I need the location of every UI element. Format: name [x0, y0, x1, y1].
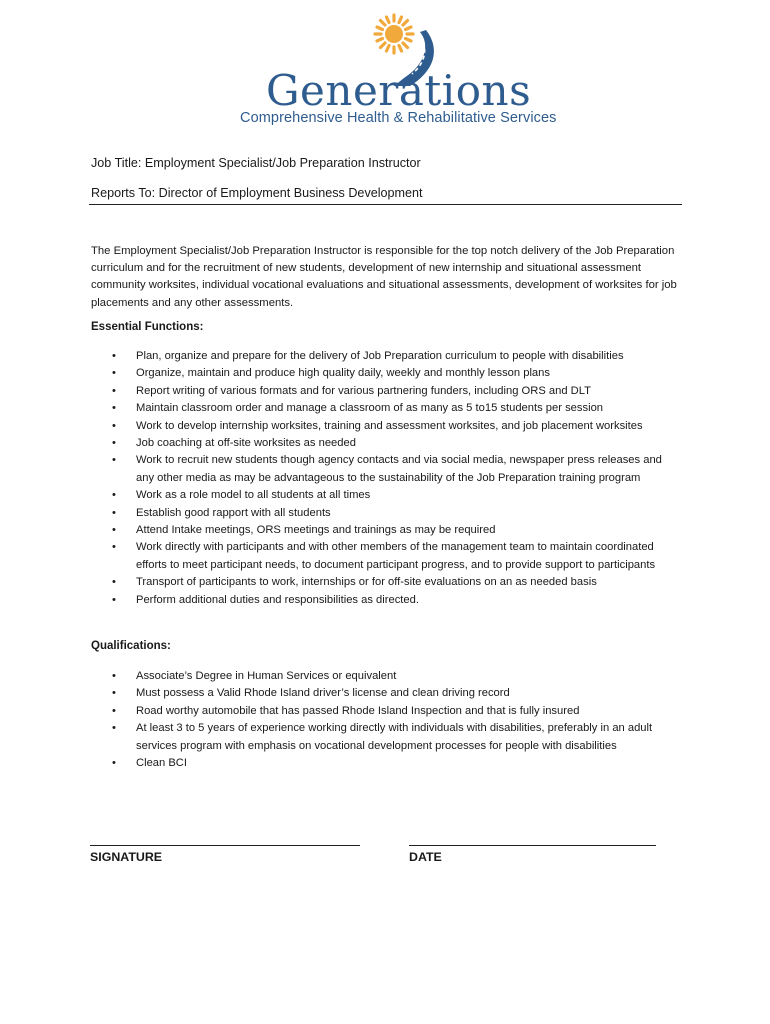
- list-item: [91, 539, 683, 574]
- list-item-text: Perform additional duties and responsibilities as directed.: [136, 593, 419, 606]
- signature-line[interactable]: [90, 845, 360, 846]
- bullet: •: [112, 704, 116, 717]
- list-item-text: Associate’s Degree in Human Services or equivalent: [136, 670, 397, 682]
- bullet: •: [112, 384, 116, 397]
- header-divider: [89, 204, 682, 205]
- list-item: [91, 365, 683, 382]
- list-item: [91, 400, 683, 417]
- bullet: •: [112, 593, 116, 606]
- essential-functions-heading: Essential Functions:: [91, 321, 204, 333]
- list-item: [91, 522, 683, 539]
- intro-paragraph: The Employment Specialist/Job Preparation Instructor is responsible for the top notch delivery of the Job Preparation curriculum and for the recruitment of new students, development of new internship and situational assessment community worksites, individual vocational evaluations and situational assessments, development of worksites for job placements and any other assessments.: [91, 245, 677, 309]
- bullet: •: [112, 350, 116, 362]
- bullet: •: [112, 454, 116, 467]
- bullet: •: [112, 757, 116, 770]
- list-item-text: At least 3 to 5 years of experience working directly with individuals with disabilities, preferably in an adult services program with emphasis on vocational development processes for people with disabilities: [136, 722, 653, 752]
- bullet: •: [112, 437, 116, 450]
- bullet: •: [112, 670, 116, 682]
- bullet: •: [112, 687, 116, 700]
- qualifications-list: [91, 668, 683, 772]
- list-item: [91, 685, 683, 702]
- list-item-text: Maintain classroom order and manage a classroom of as many as 5 to15 students per session: [136, 402, 604, 415]
- list-item: [91, 348, 683, 365]
- list-item-text: Establish good rapport with all students: [136, 506, 331, 519]
- list-item-text: Work to recruit new students though agency contacts and via social media, newspaper press releases and any other media as may be advantageous to the sustainability of the Job Preparation training program: [136, 454, 662, 484]
- date-label: DATE: [409, 850, 442, 864]
- list-item: [91, 720, 683, 755]
- job-title: Job Title: Employment Specialist/Job Preparation Instructor: [91, 156, 421, 170]
- list-item-text: Work directly with participants and with other members of the management team to maintain coordinated efforts to meet participant needs, to document participant progress, and to provide support to participants: [136, 541, 656, 571]
- bullet: •: [112, 722, 116, 735]
- list-item: [91, 383, 683, 400]
- logo-wordmark: Generations: [266, 66, 532, 115]
- list-item: [91, 505, 683, 522]
- bullet: •: [112, 489, 116, 502]
- generations-logo: [236, 12, 557, 128]
- list-item-text: Road worthy automobile that has passed Rhode Island Inspection and that is fully insured: [136, 704, 580, 717]
- bullet: •: [112, 576, 116, 589]
- bullet: •: [112, 541, 116, 554]
- bullet: •: [112, 367, 116, 380]
- list-item-text: Report writing of various formats and for various partnering funders, including ORS and DLT: [136, 384, 591, 397]
- bullet: •: [112, 506, 116, 519]
- list-item: [91, 755, 683, 772]
- list-item: [91, 592, 683, 609]
- list-item: [91, 418, 683, 435]
- signature-label: SIGNATURE: [90, 850, 163, 864]
- list-item-text: Job coaching at off-site worksites as needed: [136, 437, 356, 450]
- reports-to: Reports To: Director of Employment Business Development: [91, 186, 423, 200]
- list-item-text: Clean BCI: [136, 757, 187, 770]
- list-item-text: Organize, maintain and produce high quality daily, weekly and monthly lesson plans: [136, 367, 550, 380]
- list-item-text: Attend Intake meetings, ORS meetings and trainings as may be required: [136, 524, 496, 537]
- list-item: [91, 487, 683, 504]
- list-item: [91, 435, 683, 452]
- list-item: [91, 452, 683, 487]
- bullet: •: [112, 402, 116, 415]
- list-item: [91, 703, 683, 720]
- list-item-text: Work to develop internship worksites, training and assessment worksites, and job placement worksites: [136, 419, 643, 432]
- list-item-text: Must possess a Valid Rhode Island driver’s license and clean driving record: [136, 687, 510, 700]
- qualifications-heading: Qualifications:: [91, 640, 171, 652]
- list-item-text: Work as a role model to all students at all times: [136, 489, 371, 502]
- list-item: [91, 574, 683, 591]
- essential-functions-list: [91, 348, 683, 609]
- date-line[interactable]: [409, 845, 656, 846]
- list-item-text: Plan, organize and prepare for the delivery of Job Preparation curriculum to people with disabilities: [136, 350, 624, 362]
- bullet: •: [112, 524, 116, 537]
- list-item-text: Transport of participants to work, internships or for off-site evaluations on an as needed basis: [136, 576, 597, 589]
- list-item: [91, 668, 683, 685]
- logo-tagline: Comprehensive Health & Rehabilitative Services: [240, 110, 557, 126]
- bullet: •: [112, 419, 116, 432]
